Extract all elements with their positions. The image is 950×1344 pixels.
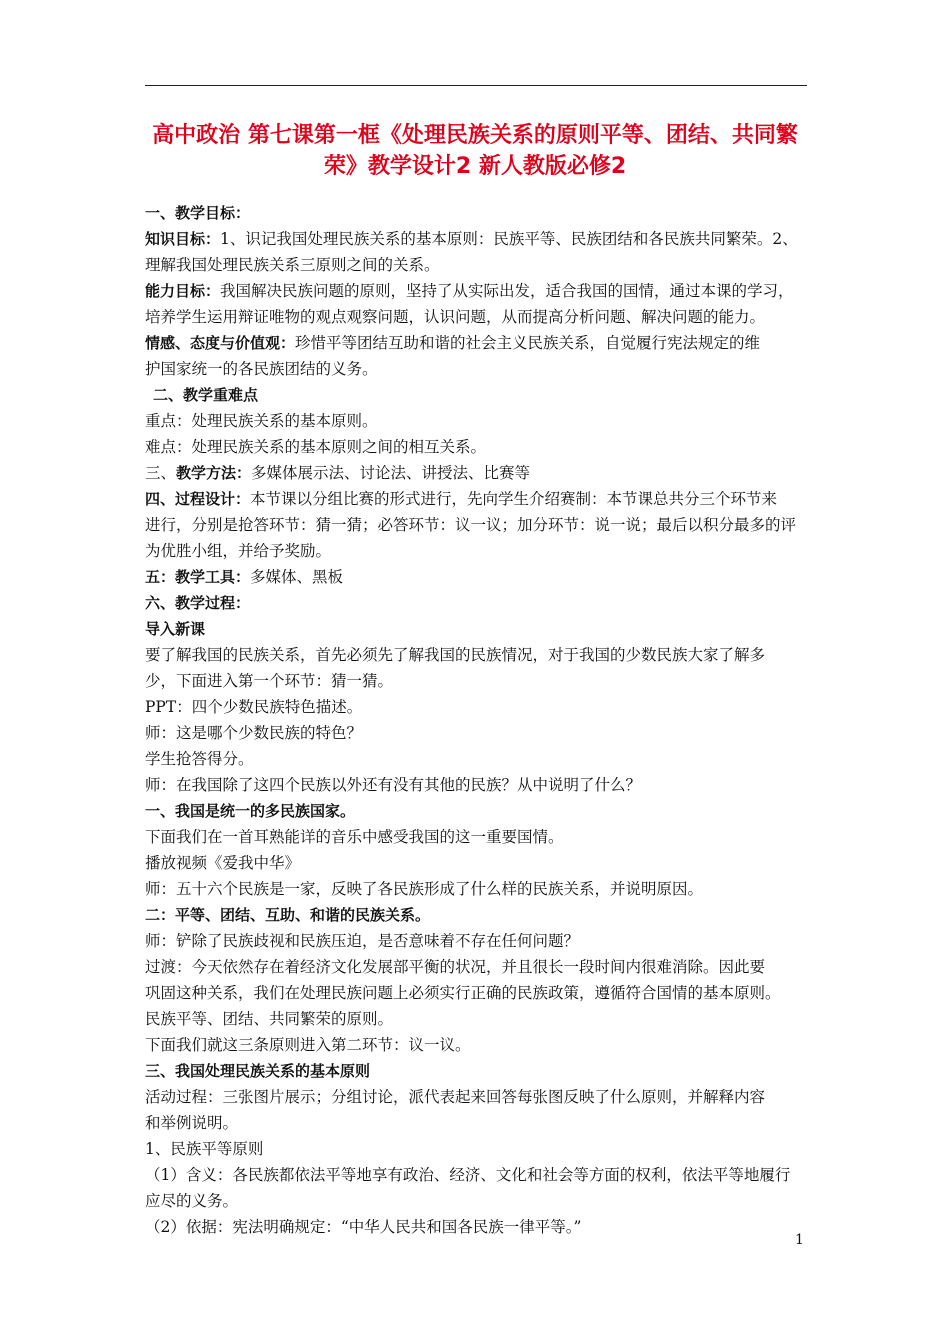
ability-text-1: 我国解决民族问题的原则，坚持了从实际出发，适合我国的国情，通过本课的学习， xyxy=(220,282,794,300)
process-text-1: 本节课以分组比赛的形式进行，先向学生介绍赛制：本节课总共分三个环节来 xyxy=(250,490,778,508)
tools-label: 五：教学工具： xyxy=(145,568,251,586)
paragraph-11: 下面我们就这三条原则进入第二环节：议一议。 xyxy=(145,1036,471,1054)
section-heading-objectives: 一、教学目标： xyxy=(145,204,251,222)
paragraph-1a: 要了解我国的民族关系，首先必须先了解我国的民族情况，对于我国的少数民族大家了解多 xyxy=(145,646,766,664)
knowledge-label: 知识目标： xyxy=(145,230,221,248)
emotion-text-2: 护国家统一的各民族团结的义务。 xyxy=(145,360,378,378)
paragraph-4: 学生抢答得分。 xyxy=(145,750,254,768)
paragraph-9: 师：铲除了民族歧视和民族压迫，是否意味着不存在任何问题？ xyxy=(145,932,580,950)
key-point: 重点：处理民族关系的基本原则。 xyxy=(145,412,378,430)
emotion-label: 情感、态度与价值观： xyxy=(145,334,296,352)
document-body xyxy=(145,200,815,1240)
paragraph-5: 师：在我国除了这四个民族以外还有没有其他的民族？从中说明了什么？ xyxy=(145,776,642,794)
emotion-goal xyxy=(145,330,815,356)
difficult-point: 难点：处理民族关系的基本原则之间的相互关系。 xyxy=(145,438,487,456)
paragraph-14a: （1）含义：各民族都依法平等地享有政治、经济、文化和社会等方面的权利，依法平等地履行 xyxy=(145,1166,791,1184)
paragraph-10c: 民族平等、团结、共同繁荣的原则。 xyxy=(145,1010,394,1028)
process-label: 四、过程设计： xyxy=(145,490,251,508)
paragraph-2: PPT：四个少数民族特色描述。 xyxy=(145,698,363,716)
paragraph-10a: 过渡：今天依然存在着经济文化发展部平衡的状况，并且很长一段时间内很难消除。因此要 xyxy=(145,958,766,976)
paragraph-13: 1、民族平等原则 xyxy=(145,1140,264,1158)
process-design xyxy=(145,486,815,512)
paragraph-8: 师：五十六个民族是一家，反映了各民族形成了什么样的民族关系，并说明原因。 xyxy=(145,880,704,898)
paragraph-14b: 应尽的义务。 xyxy=(145,1192,239,1210)
paragraph-7: 播放视频《爱我中华》 xyxy=(145,854,301,872)
heading-ethnic-relations: 二：平等、团结、互助、和谐的民族关系。 xyxy=(145,906,431,924)
paragraph-12a: 活动过程：三张图片展示；分组讨论，派代表起来回答每张图反映了什么原则，并解释内容 xyxy=(145,1088,766,1106)
document-title xyxy=(130,120,820,182)
knowledge-text-2: 理解我国处理民族关系三原则之间的关系。 xyxy=(145,256,440,274)
ability-label: 能力目标： xyxy=(145,282,221,300)
process-text-2: 进行，分别是抢答环节：猜一猜；必答环节：议一议；加分环节：说一说；最后以积分最多的评 xyxy=(145,516,797,534)
ability-text-2: 培养学生运用辩证唯物的观点观察问题，认识问题，从而提高分析问题、解决问题的能力。 xyxy=(145,308,766,326)
title-line-2: 荣》教学设计2 新人教版必修2 xyxy=(323,154,627,179)
heading-multi-ethnic: 一、我国是统一的多民族国家。 xyxy=(145,802,356,820)
paragraph-10b: 巩固这种关系，我们在处理民族问题上必须实行正确的民族政策，遵循符合国情的基本原则。 xyxy=(145,984,781,1002)
methods-label: 教学方法： xyxy=(176,464,252,482)
section-heading-process: 六、教学过程： xyxy=(145,594,251,612)
header-rule xyxy=(145,85,807,86)
heading-basic-principles: 三、我国处理民族关系的基本原则 xyxy=(145,1062,371,1080)
teaching-tools xyxy=(145,564,815,590)
methods-prefix: 三、 xyxy=(145,464,177,482)
page-number: 1 xyxy=(795,1232,804,1248)
tools-text: 多媒体、黑板 xyxy=(250,568,344,586)
paragraph-15: （2）依据：宪法明确规定：“中华人民共和国各民族一律平等。” xyxy=(145,1218,582,1236)
paragraph-1b: 少，下面进入第一个环节：猜一猜。 xyxy=(145,672,394,690)
intro-heading: 导入新课 xyxy=(145,620,206,638)
ability-goal xyxy=(145,278,815,304)
knowledge-goal xyxy=(145,226,815,252)
title-line-1: 高中政治 第七课第一框《处理民族关系的原则平等、团结、共同繁 xyxy=(152,123,798,148)
emotion-text-1: 珍惜平等团结互助和谐的社会主义民族关系，自觉履行宪法规定的维 xyxy=(295,334,761,352)
process-text-3: 为优胜小组，并给予奖励。 xyxy=(145,542,332,560)
paragraph-12b: 和举例说明。 xyxy=(145,1114,239,1132)
section-heading-key-points: 二、教学重难点 xyxy=(153,386,259,404)
teaching-methods xyxy=(145,460,815,486)
paragraph-6: 下面我们在一首耳熟能详的音乐中感受我国的这一重要国情。 xyxy=(145,828,564,846)
methods-text: 多媒体展示法、讨论法、讲授法、比赛等 xyxy=(251,464,531,482)
knowledge-text-1: 1、识记我国处理民族关系的基本原则：民族平等、民族团结和各民族共同繁荣。2、 xyxy=(220,230,798,248)
paragraph-3: 师：这是哪个少数民族的特色？ xyxy=(145,724,363,742)
